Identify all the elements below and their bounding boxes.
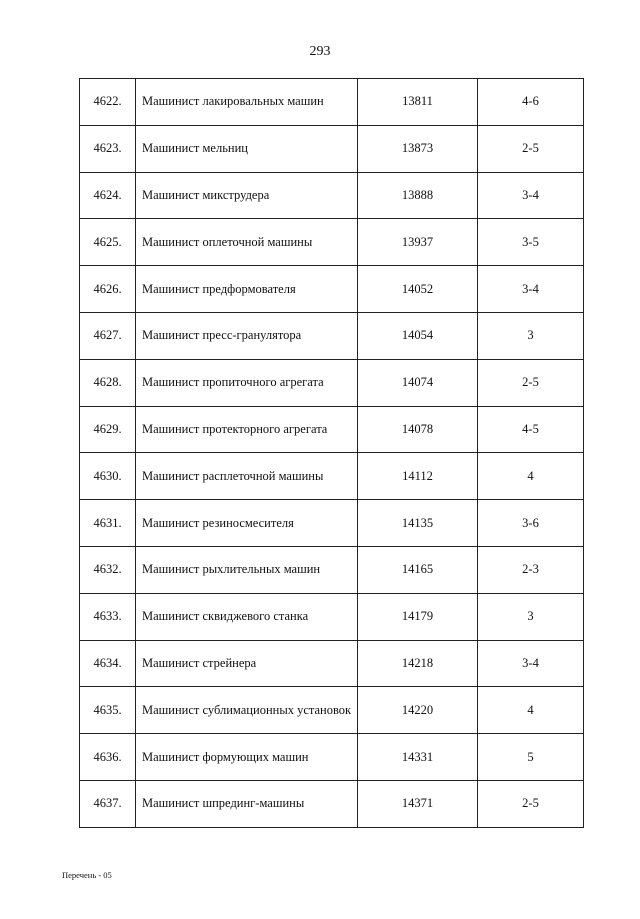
table-row [80,219,584,266]
table-row [80,453,584,500]
profession-code: 14074 [358,359,478,406]
table-row [80,172,584,219]
profession-table [79,78,584,828]
row-number: 4629. [80,406,136,453]
table-row [80,640,584,687]
row-number: 4636. [80,734,136,781]
row-number: 4624. [80,172,136,219]
profession-name: Машинист протекторного агрегата [136,406,358,453]
row-number: 4633. [80,593,136,640]
grade-range: 2-5 [478,780,584,827]
row-number: 4626. [80,266,136,313]
profession-code: 14218 [358,640,478,687]
profession-code: 13888 [358,172,478,219]
profession-name: Машинист рыхлительных машин [136,546,358,593]
profession-name: Машинист микструдера [136,172,358,219]
profession-code: 14054 [358,312,478,359]
grade-range: 4-6 [478,79,584,126]
profession-name: Машинист предформователя [136,266,358,313]
grade-range: 4 [478,453,584,500]
row-number: 4627. [80,312,136,359]
table-row [80,125,584,172]
profession-code: 14331 [358,734,478,781]
profession-code: 14371 [358,780,478,827]
profession-name: Машинист расплеточной машины [136,453,358,500]
row-number: 4637. [80,780,136,827]
grade-range: 3-4 [478,172,584,219]
profession-code: 14078 [358,406,478,453]
profession-name: Машинист пропиточного агрегата [136,359,358,406]
grade-range: 3-6 [478,500,584,547]
profession-name: Машинист формующих машин [136,734,358,781]
footer-note: Перечень - 05 [62,870,112,880]
profession-code: 13811 [358,79,478,126]
profession-code: 14112 [358,453,478,500]
table-row [80,500,584,547]
profession-name: Машинист мельниц [136,125,358,172]
row-number: 4623. [80,125,136,172]
table-row [80,312,584,359]
grade-range: 3 [478,593,584,640]
table-row [80,266,584,313]
row-number: 4630. [80,453,136,500]
grade-range: 2-5 [478,359,584,406]
profession-name: Машинист шпрединг-машины [136,780,358,827]
profession-name: Машинист резиносмесителя [136,500,358,547]
grade-range: 3-4 [478,640,584,687]
table-row [80,734,584,781]
row-number: 4625. [80,219,136,266]
profession-name: Машинист лакировальных машин [136,79,358,126]
table-row [80,687,584,734]
grade-range: 3 [478,312,584,359]
grade-range: 3-4 [478,266,584,313]
profession-code: 14179 [358,593,478,640]
table-row [80,359,584,406]
profession-name: Машинист оплеточной машины [136,219,358,266]
grade-range: 3-5 [478,219,584,266]
profession-code: 14135 [358,500,478,547]
row-number: 4635. [80,687,136,734]
page-number: 293 [309,44,331,59]
profession-code: 14052 [358,266,478,313]
grade-range: 4-5 [478,406,584,453]
table-row [80,546,584,593]
table-row [80,780,584,827]
row-number: 4628. [80,359,136,406]
table-row [80,406,584,453]
grade-range: 5 [478,734,584,781]
table-row [80,79,584,126]
grade-range: 2-5 [478,125,584,172]
row-number: 4632. [80,546,136,593]
profession-code: 13937 [358,219,478,266]
profession-code: 14220 [358,687,478,734]
profession-code: 13873 [358,125,478,172]
grade-range: 2-3 [478,546,584,593]
table-row [80,593,584,640]
profession-name: Машинист стрейнера [136,640,358,687]
profession-code: 14165 [358,546,478,593]
profession-table-body [80,79,584,828]
row-number: 4622. [80,79,136,126]
profession-name: Машинист сублимационных установок [136,687,358,734]
grade-range: 4 [478,687,584,734]
row-number: 4631. [80,500,136,547]
profession-name: Машинист пресс-гранулятора [136,312,358,359]
profession-name: Машинист сквиджевого станка [136,593,358,640]
row-number: 4634. [80,640,136,687]
